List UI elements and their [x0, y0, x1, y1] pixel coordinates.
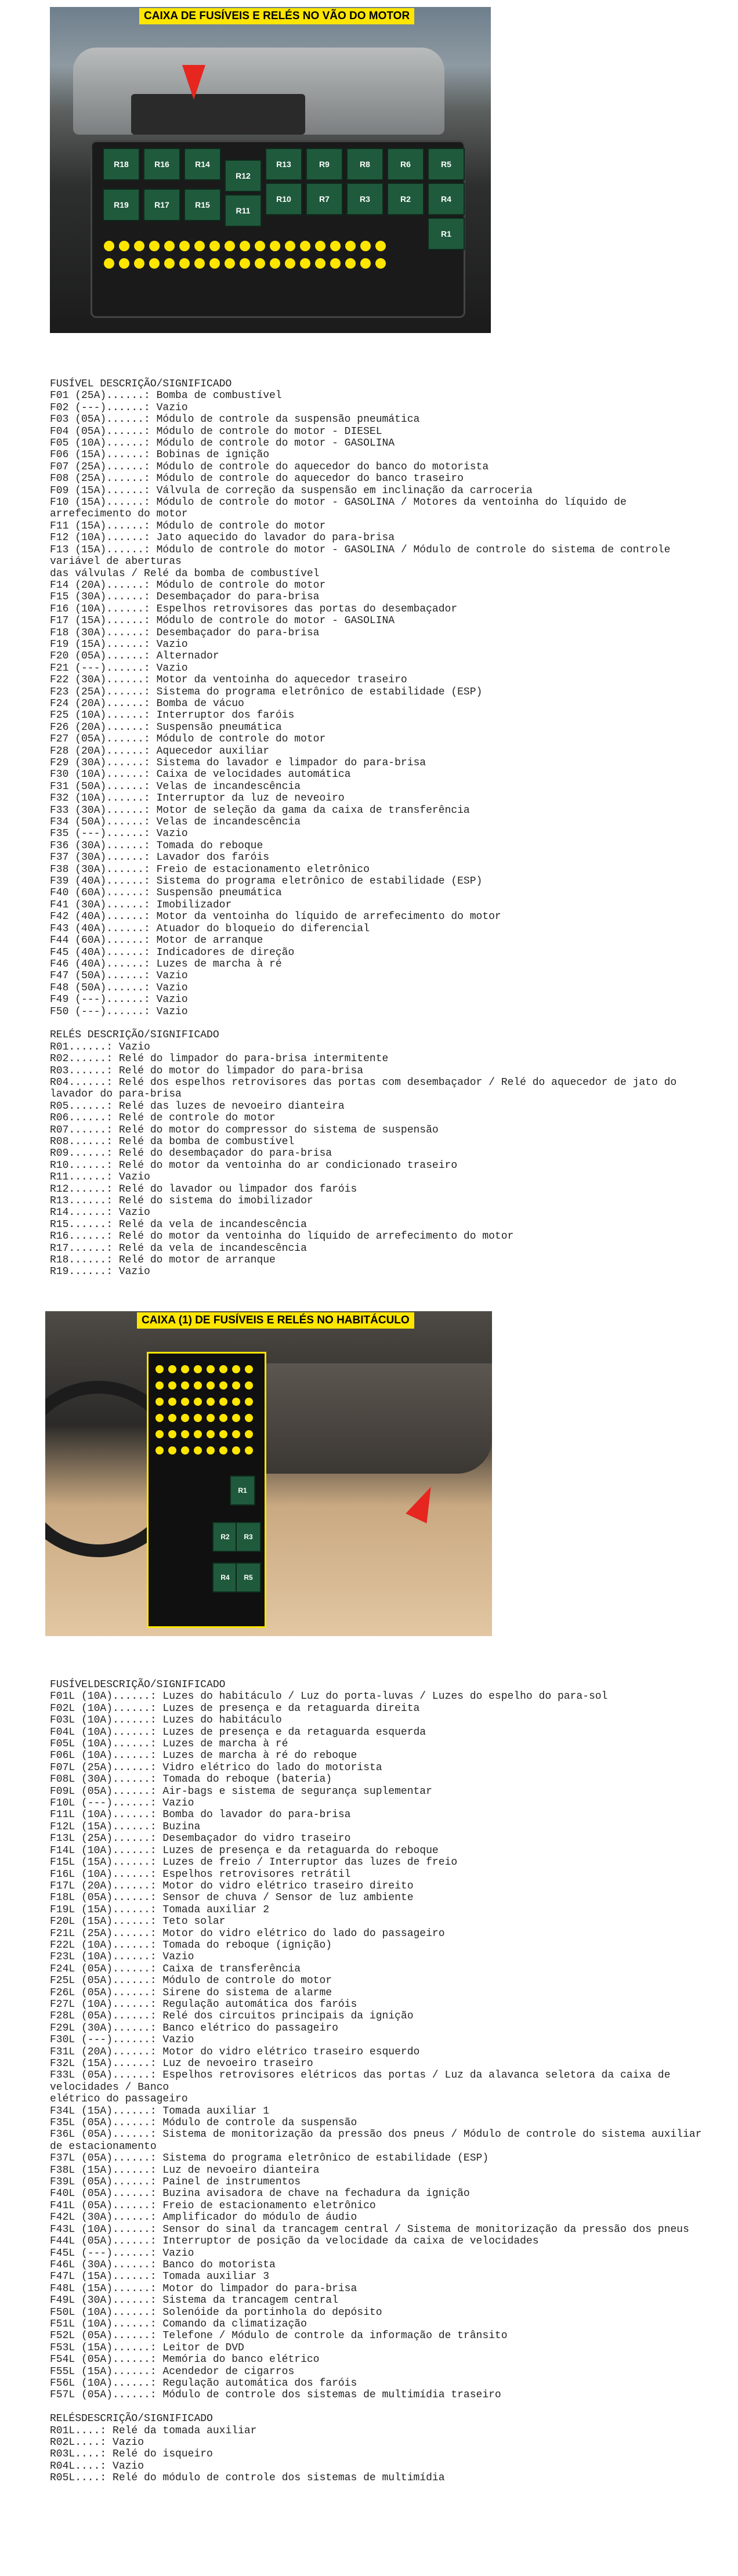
dashboard: [266, 1363, 492, 1474]
section2-line: F46L (30A)......: Banco do motorista: [50, 2259, 276, 2271]
section1-line: F40 (60A)......: Suspensão pneumática: [50, 887, 282, 899]
fuse-marker-icon: [134, 241, 144, 251]
section1-line: R04......: Relé dos espelhos retrovisores das portas com desembaçador / Relé do aquecedor de jato do lavador do para-brisa: [50, 1076, 683, 1101]
section2-line: F29L (30A)......: Banco elétrico do passageiro: [50, 2022, 338, 2034]
section1-line: R16......: Relé do motor da ventoinha do líquido de arrefecimento do motor: [50, 1231, 514, 1243]
section2-line: F14L (10A)......: Luzes de presença e da retaguarda do reboque: [50, 1844, 439, 1857]
section1-line: F06 (15A)......: Bobinas de ignição: [50, 449, 270, 461]
fuse-marker-icon: [194, 1365, 202, 1373]
relay-label: R3: [346, 183, 384, 215]
fuse-marker-icon: [345, 258, 356, 269]
section2-line: F33L (05A)......: Espelhos retrovisores elétricos das portas / Luz da alavanca seletora da caixa de velocidades / Banco: [50, 2070, 677, 2093]
fuse-marker-icon: [119, 258, 129, 269]
section1-line: F23 (25A)......: Sistema do programa eletrônico de estabilidade (ESP): [50, 686, 483, 698]
engine-bay-fuse-box-photo: [50, 7, 491, 333]
section1-line: F32 (10A)......: Interruptor da luz de neveoiro: [50, 793, 345, 805]
fuse-marker-icon: [168, 1446, 176, 1455]
section2-line: F09L (05A)......: Air-bags e sistema de segurança suplementar: [50, 1785, 432, 1797]
section2-line: [50, 2401, 711, 2413]
section1-line: R06......: Relé de controle do motor: [50, 1112, 276, 1124]
section2-line: F35L (05A)......: Módulo de controle da suspensão: [50, 2117, 357, 2129]
section1-line: F08 (25A)......: Módulo de controle do aquecedor do banco traseiro: [50, 473, 464, 485]
section2-line: RELÉSDESCRIÇÃO/SIGNIFICADO: [50, 2413, 213, 2425]
section1-line: F41 (30A)......: Imobilizador: [50, 899, 232, 911]
relay-label: R14: [184, 148, 221, 180]
section1-line: F12 (10A)......: Jato aquecido do lavador do para-brisa: [50, 532, 395, 544]
fuse-marker-icon: [245, 1365, 253, 1373]
section2-line: F07L (25A)......: Vidro elétrico do lado do motorista: [50, 1761, 382, 1774]
section2-line: F52L (05A)......: Telefone / Módulo de controle da informação de trânsito: [50, 2330, 508, 2342]
fuse-marker-icon: [209, 258, 220, 269]
fuse-marker-icon: [232, 1398, 240, 1406]
section1-line: F05 (10A)......: Módulo de controle do motor - GASOLINA: [50, 437, 395, 450]
fuse-marker-icon: [194, 258, 205, 269]
section2-line: F19L (15A)......: Tomada auxiliar 2: [50, 1904, 270, 1916]
section1-line: F13 (15A)......: Módulo de controle do motor - GASOLINA / Módulo de controle do sistema de controle variável de aberturas: [50, 544, 677, 568]
section2-line: F17L (20A)......: Motor do vidro elétrico traseiro direito: [50, 1880, 414, 1892]
relay-label: R18: [103, 148, 140, 180]
fuse-marker-icon: [330, 258, 341, 269]
section2-line: F50L (10A)......: Solenóide da portinhola do depósito: [50, 2306, 382, 2318]
relay-label: R3: [236, 1522, 261, 1552]
relay-label: R1: [230, 1475, 255, 1506]
fuse-marker-icon: [285, 241, 295, 251]
section2-line: F26L (05A)......: Sirene do sistema de alarme: [50, 1987, 332, 1999]
section2-line: F12L (15A)......: Buzina: [50, 1821, 201, 1833]
fuse-marker-icon: [134, 258, 144, 269]
section2-line: F01L (10A)......: Luzes do habitáculo / Luz do porta-luvas / Luzes do espelho do para-sol: [50, 1691, 608, 1703]
fuse-marker-icon: [164, 258, 175, 269]
section2-line: F34L (15A)......: Tomada auxiliar 1: [50, 2105, 270, 2117]
section1-line: R05......: Relé das luzes de nevoeiro dianteira: [50, 1100, 345, 1112]
fuse-marker-icon: [232, 1365, 240, 1373]
fuse-marker-icon: [155, 1430, 164, 1438]
fuse-marker-icon: [225, 258, 235, 269]
section2-line: F39L (05A)......: Painel de instrumentos: [50, 2176, 301, 2188]
section1-line: F24 (20A)......: Bomba de vácuo: [50, 697, 244, 710]
fuse-marker-icon: [179, 241, 190, 251]
section1-line: FUSÍVEL DESCRIÇÃO/SIGNIFICADO: [50, 378, 232, 390]
section1-line: R10......: Relé do motor da ventoinha do ar condicionado traseiro: [50, 1159, 458, 1171]
section2-line: R01L....: Relé da tomada auxiliar: [50, 2425, 257, 2437]
relay-label: R7: [306, 183, 343, 215]
section2-line: F11L (10A)......: Bomba do lavador do para-brisa: [50, 1809, 351, 1821]
section1-line: F07 (25A)......: Módulo de controle do aquecedor do banco do motorista: [50, 461, 489, 473]
fuse-marker-icon: [168, 1381, 176, 1390]
section2-line: F54L (05A)......: Memória do banco elétrico: [50, 2354, 320, 2366]
photo2-title: CAIXA (1) DE FUSÍVEIS E RELÉS NO HABITÁCULO: [137, 1312, 414, 1329]
section1-line: F20 (05A)......: Alternador: [50, 650, 219, 663]
section1-line: F11 (15A)......: Módulo de controle do motor: [50, 520, 326, 532]
fuse-marker-icon: [345, 241, 356, 251]
relay-label: R16: [143, 148, 180, 180]
fuse-marker-icon: [168, 1398, 176, 1406]
section1-line: F26 (20A)......: Suspensão pneumática: [50, 721, 282, 733]
section1-line: F46 (40A)......: Luzes de marcha à ré: [50, 958, 282, 970]
section2-line: F47L (15A)......: Tomada auxiliar 3: [50, 2271, 270, 2283]
fuse-marker-icon: [219, 1365, 227, 1373]
section1-line: [50, 1018, 711, 1029]
fuse-marker-icon: [104, 258, 114, 269]
fuse-marker-icon: [181, 1365, 189, 1373]
section1-line: F36 (30A)......: Tomada do reboque: [50, 840, 263, 852]
section2-line: F23L (10A)......: Vazio: [50, 1951, 194, 1963]
section2-line: F31L (20A)......: Motor do vidro elétrico traseiro esquerdo: [50, 2046, 420, 2058]
fuse-marker-icon: [232, 1381, 240, 1390]
section1-line: F21 (---)......: Vazio: [50, 662, 188, 674]
fuse-marker-icon: [207, 1430, 215, 1438]
section2-line: F16L (10A)......: Espelhos retrovisores retrátil: [50, 1868, 351, 1880]
fuse-marker-icon: [360, 241, 371, 251]
relay-label: R4: [428, 183, 465, 215]
fuse-marker-icon: [181, 1446, 189, 1455]
section2-line: F04L (10A)......: Luzes de presença e da retaguarda esquerda: [50, 1726, 426, 1738]
section2-line: F20L (15A)......: Teto solar: [50, 1916, 226, 1928]
relay-label: R5: [236, 1562, 261, 1593]
section1-line: F35 (---)......: Vazio: [50, 828, 188, 840]
section1-line: F31 (50A)......: Velas de incandescência: [50, 780, 301, 793]
section1-line: F25 (10A)......: Interruptor dos faróis: [50, 710, 295, 722]
fuse-marker-icon: [164, 241, 175, 251]
fuse-marker-icon: [168, 1365, 176, 1373]
section1-line: R08......: Relé da bomba de combustível: [50, 1136, 295, 1148]
fuse-marker-icon: [375, 258, 386, 269]
fuse-marker-icon: [219, 1446, 227, 1455]
section1-line: F33 (30A)......: Motor de seleção da gama da caixa de transferência: [50, 804, 470, 816]
relay-label: R13: [265, 148, 302, 180]
section2-line: F05L (10A)......: Luzes de marcha à ré: [50, 1738, 288, 1750]
fuse-marker-icon: [219, 1430, 227, 1438]
fuse-marker-icon: [207, 1381, 215, 1390]
red-arrow-icon: [406, 1482, 442, 1523]
section1-line: RELÉS DESCRIÇÃO/SIGNIFICADO: [50, 1029, 219, 1041]
fuse-marker-icon: [207, 1365, 215, 1373]
cabin-fuse-box: [147, 1352, 266, 1628]
section1-line: R17......: Relé da vela de incandescência: [50, 1242, 307, 1254]
fuse-marker-icon: [245, 1381, 253, 1390]
fuse-marker-icon: [360, 258, 371, 269]
fuse-marker-icon: [245, 1398, 253, 1406]
section1-line: F43 (40A)......: Atuador do bloqueio do diferencial: [50, 922, 370, 935]
cabin-fuse-box-photo: [45, 1311, 492, 1636]
section2-line: F02L (10A)......: Luzes de presença e da retaguarda direita: [50, 1702, 420, 1714]
section1-line: F30 (10A)......: Caixa de velocidades automática: [50, 769, 351, 781]
section1-line: F45 (40A)......: Indicadores de direção: [50, 946, 295, 958]
fuse-marker-icon: [240, 241, 250, 251]
fuse-marker-icon: [219, 1414, 227, 1422]
section1-line: F50 (---)......: Vazio: [50, 1005, 188, 1018]
section1-line: R18......: Relé do motor de arranque: [50, 1254, 276, 1267]
section2-line: F36L (05A)......: Sistema de monitorização da pressão dos pneus / Módulo de controle do sistema auxiliar de estacionamento: [50, 2129, 708, 2152]
relay-label: R5: [428, 148, 465, 180]
fuse-marker-icon: [181, 1414, 189, 1422]
section1-line: R11......: Vazio: [50, 1171, 150, 1184]
fuse-marker-icon: [219, 1398, 227, 1406]
section1-line: R15......: Relé da vela de incandescência: [50, 1218, 307, 1231]
fuse-marker-icon: [255, 258, 265, 269]
fuse-marker-icon: [119, 241, 129, 251]
section2-line: F08L (30A)......: Tomada do reboque (bateria): [50, 1774, 332, 1786]
section1-line: F48 (50A)......: Vazio: [50, 982, 188, 994]
section2-line: F55L (15A)......: Acendedor de cigarros: [50, 2365, 295, 2378]
relay-label: R19: [103, 189, 140, 221]
section2-line: F10L (---)......: Vazio: [50, 1797, 194, 1810]
relay-label: R10: [265, 183, 302, 215]
fuse-marker-icon: [181, 1430, 189, 1438]
fuse-marker-icon: [149, 241, 160, 251]
fuse-marker-icon: [194, 1398, 202, 1406]
section2-line: F15L (15A)......: Luzes de freio / Interruptor das luzes de freio: [50, 1857, 458, 1869]
section2-line: F25L (05A)......: Módulo de controle do motor: [50, 1975, 332, 1987]
section2-line: R03L....: Relé do isqueiro: [50, 2448, 213, 2461]
red-arrow-icon: [182, 65, 205, 100]
section1-line: F29 (30A)......: Sistema do lavador e limpador do para-brisa: [50, 757, 426, 769]
section2-line: R05L....: Relé do módulo de controle dos sistemas de multimídia: [50, 2472, 445, 2484]
fuse-marker-icon: [155, 1414, 164, 1422]
fuse-marker-icon: [245, 1430, 253, 1438]
fuse-marker-icon: [245, 1414, 253, 1422]
relay-label: R15: [184, 189, 221, 221]
section2-line: F48L (15A)......: Motor do limpador do para-brisa: [50, 2282, 357, 2295]
section2-line: F24L (05A)......: Caixa de transferência: [50, 1963, 301, 1975]
section2-line: F37L (05A)......: Sistema do programa eletrônico de estabilidade (ESP): [50, 2152, 489, 2165]
fuse-marker-icon: [245, 1446, 253, 1455]
fuse-marker-icon: [194, 1446, 202, 1455]
fuse-marker-icon: [194, 1381, 202, 1390]
section1-line: F03 (05A)......: Módulo de controle da suspensão pneumática: [50, 414, 420, 426]
section2-line: F57L (05A)......: Módulo de controle dos sistemas de multimídia traseiro: [50, 2389, 501, 2401]
section2-line: F41L (05A)......: Freio de estacionamento eletrônico: [50, 2199, 376, 2212]
fuse-marker-icon: [155, 1398, 164, 1406]
section2-line: F30L (---)......: Vazio: [50, 2034, 194, 2046]
relay-label: R2: [387, 183, 424, 215]
section2-line: F53L (15A)......: Leitor de DVD: [50, 2342, 244, 2354]
fuse-marker-icon: [232, 1414, 240, 1422]
section1-line: F02 (---)......: Vazio: [50, 401, 188, 414]
photo1-title: CAIXA DE FUSÍVEIS E RELÉS NO VÃO DO MOTOR: [139, 8, 414, 24]
section1-line: F34 (50A)......: Velas de incandescência: [50, 816, 301, 828]
section2-line: elétrico do passageiro: [50, 2093, 188, 2105]
section1-line: F19 (15A)......: Vazio: [50, 638, 188, 650]
fuse-marker-icon: [149, 258, 160, 269]
section1-line: R12......: Relé do lavador ou limpador dos faróis: [50, 1183, 357, 1195]
fuse-marker-icon: [194, 1430, 202, 1438]
section1-line: F44 (60A)......: Motor de arranque: [50, 935, 263, 947]
section1-line: R13......: Relé do sistema do imobilizador: [50, 1195, 313, 1207]
fuse-marker-icon: [219, 1381, 227, 1390]
fuse-marker-icon: [168, 1414, 176, 1422]
fuse-marker-icon: [194, 1414, 202, 1422]
fuse-marker-icon: [179, 258, 190, 269]
fuse-marker-icon: [300, 241, 310, 251]
section2-line: F32L (15A)......: Luz de nevoeiro traseiro: [50, 2058, 313, 2070]
relay-label: R1: [428, 218, 465, 250]
relay-label: R8: [346, 148, 384, 180]
section1-line: F10 (15A)......: Módulo de controle do motor - GASOLINA / Motores da ventoinha do líquido de arrefecimento do motor: [50, 497, 633, 520]
section1-line: F49 (---)......: Vazio: [50, 994, 188, 1006]
fuse-marker-icon: [207, 1414, 215, 1422]
section2-line: F22L (10A)......: Tomada do reboque (ignição): [50, 1939, 332, 1951]
section2-line: F56L (10A)......: Regulação automática dos faróis: [50, 2377, 357, 2389]
section2-line: F06L (10A)......: Luzes de marcha à ré do reboque: [50, 1750, 357, 1762]
relay-label: R9: [306, 148, 343, 180]
section1-line: das válvulas / Relé da bomba de combustível: [50, 567, 320, 580]
section1-line: R07......: Relé do motor do compressor do sistema de suspensão: [50, 1124, 439, 1136]
fuse-marker-icon: [225, 241, 235, 251]
section1-line: F15 (30A)......: Desembaçador do para-brisa: [50, 591, 320, 603]
section1-line: F47 (50A)......: Vazio: [50, 970, 188, 982]
relay-label: R12: [225, 160, 262, 192]
fuse-marker-icon: [300, 258, 310, 269]
fuse-marker-icon: [155, 1381, 164, 1390]
section2-line: F13L (25A)......: Desembaçador do vidro traseiro: [50, 1833, 351, 1845]
section1-line: F01 (25A)......: Bomba de combustível: [50, 390, 282, 402]
relay-label: R11: [225, 194, 262, 227]
fuse-marker-icon: [330, 241, 341, 251]
fuse-marker-icon: [315, 258, 325, 269]
fuse-marker-icon: [194, 241, 205, 251]
section2-line: F44L (05A)......: Interruptor de posição da velocidade da caixa de velocidades: [50, 2235, 539, 2248]
fuse-marker-icon: [209, 241, 220, 251]
section1-line: F27 (05A)......: Módulo de controle do motor: [50, 733, 326, 746]
section2-line: F40L (05A)......: Buzina avisadora de chave na fechadura da ignição: [50, 2188, 470, 2200]
section1-line: F16 (10A)......: Espelhos retrovisores das portas do desembaçador: [50, 603, 458, 615]
section1-line: F14 (20A)......: Módulo de controle do motor: [50, 579, 326, 591]
fuse-marker-icon: [181, 1381, 189, 1390]
section2-line: F03L (10A)......: Luzes do habitáculo: [50, 1714, 282, 1727]
section2-line: F43L (10A)......: Sensor do sinal da trancagem central / Sistema de monitorização da pressão dos pneus: [50, 2223, 689, 2235]
section2-line: F42L (30A)......: Amplificador do módulo de áudio: [50, 2212, 357, 2224]
section1-line: R14......: Vazio: [50, 1207, 150, 1219]
section1-line: F04 (05A)......: Módulo de controle do motor - DIESEL: [50, 425, 382, 437]
section2-line: FUSÍVELDESCRIÇÃO/SIGNIFICADO: [50, 1679, 226, 1691]
relay-label: R4: [212, 1562, 238, 1593]
section1-line: F39 (40A)......: Sistema do programa eletrônico de estabilidade (ESP): [50, 875, 483, 888]
fuse-marker-icon: [240, 258, 250, 269]
car-grill: [131, 94, 305, 135]
section1-line: F28 (20A)......: Aquecedor auxiliar: [50, 745, 270, 757]
section1-line: R09......: Relé do desembaçador do para-brisa: [50, 1148, 332, 1160]
section2-line: F21L (25A)......: Motor do vidro elétrico do lado do passageiro: [50, 1927, 445, 1940]
relay-label: R2: [212, 1522, 238, 1552]
engine-fuse-list: [50, 378, 711, 1278]
relay-label: R17: [143, 189, 180, 221]
fuse-marker-icon: [315, 241, 325, 251]
section2-line: F18L (05A)......: Sensor de chuva / Sensor de luz ambiente: [50, 1892, 414, 1904]
fuse-marker-icon: [285, 258, 295, 269]
fuse-marker-icon: [255, 241, 265, 251]
fuse-marker-icon: [232, 1446, 240, 1455]
section1-line: F18 (30A)......: Desembaçador do para-brisa: [50, 627, 320, 639]
section1-line: F09 (15A)......: Válvula de correção da suspensão em inclinação da carroceria: [50, 484, 533, 497]
cabin-fuse-list: [50, 1679, 711, 2484]
fuse-marker-icon: [155, 1365, 164, 1373]
section1-line: F17 (15A)......: Módulo de controle do motor - GASOLINA: [50, 615, 395, 627]
section1-line: R03......: Relé do motor do limpador do para-brisa: [50, 1065, 364, 1077]
section2-line: R02L....: Vazio: [50, 2437, 144, 2448]
section1-line: F38 (30A)......: Freio de estacionamento eletrônico: [50, 863, 370, 875]
section1-line: R02......: Relé do limpador do para-brisa intermitente: [50, 1053, 389, 1065]
section2-line: F49L (30A)......: Sistema da trancagem central: [50, 2295, 338, 2307]
section1-line: F22 (30A)......: Motor da ventoinha do aquecedor traseiro: [50, 674, 407, 686]
fuse-marker-icon: [270, 258, 280, 269]
fuse-marker-icon: [207, 1398, 215, 1406]
section1-line: F37 (30A)......: Lavador dos faróis: [50, 852, 270, 864]
fuse-marker-icon: [181, 1398, 189, 1406]
engine-fuse-box: [91, 140, 465, 318]
section2-line: F51L (10A)......: Comando da climatização: [50, 2318, 307, 2330]
fuse-marker-icon: [104, 241, 114, 251]
section2-line: F27L (10A)......: Regulação automática dos faróis: [50, 1998, 357, 2010]
relay-label: R6: [387, 148, 424, 180]
section1-line: R19......: Vazio: [50, 1266, 150, 1278]
fuse-marker-icon: [232, 1430, 240, 1438]
fuse-marker-icon: [375, 241, 386, 251]
section2-line: F28L (05A)......: Relé dos circuitos principais da ignição: [50, 2010, 414, 2023]
section2-line: R04L....: Vazio: [50, 2460, 144, 2472]
fuse-marker-icon: [168, 1430, 176, 1438]
fuse-marker-icon: [207, 1446, 215, 1455]
section2-line: F38L (15A)......: Luz de nevoeiro dianteira: [50, 2164, 320, 2176]
section2-line: F45L (---)......: Vazio: [50, 2247, 194, 2259]
section1-line: R01......: Vazio: [50, 1041, 150, 1053]
fuse-marker-icon: [155, 1446, 164, 1455]
fuse-marker-icon: [270, 241, 280, 251]
section1-line: F42 (40A)......: Motor da ventoinha do líquido de arrefecimento do motor: [50, 911, 501, 923]
